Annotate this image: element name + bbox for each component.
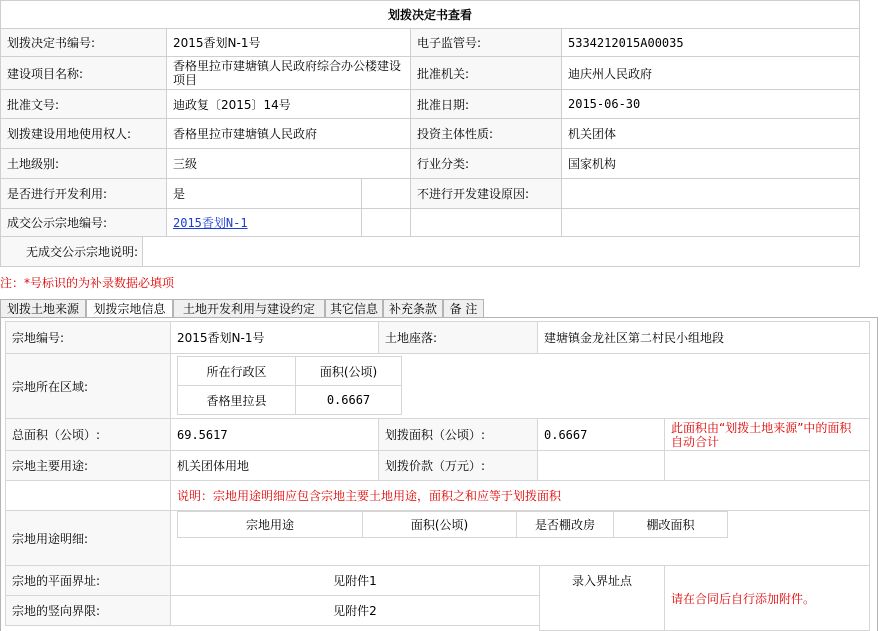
parcel-public-blank-3 (561, 208, 860, 237)
alloc-area-note: 此面积由“划拨土地来源”中的面积自动合计 (664, 418, 870, 451)
page-title: 划拨决定书查看 (387, 8, 472, 22)
land-user-label: 划拨建设用地使用权人: (0, 118, 167, 149)
boundary-points-cell (539, 565, 665, 631)
approval-date-label: 批准日期: (410, 89, 562, 119)
develop-label: 是否进行开发利用: (0, 178, 167, 209)
total-area-value: 69.5617 (170, 418, 379, 451)
region-label: 宗地所在区域: (5, 353, 171, 419)
vertical-boundary-value: 见附件2 (170, 595, 540, 626)
no-public-note-value (142, 236, 860, 267)
tab-land-dev-use[interactable]: 土地开发利用与建设约定 (173, 299, 325, 318)
plane-boundary-label: 宗地的平面界址: (5, 565, 171, 596)
tab-alloc-parcel-info[interactable]: 划拨宗地信息 (86, 299, 173, 318)
total-area-label: 总面积（公顷）: (5, 418, 171, 451)
decision-no-label: 划拨决定书编号: (0, 28, 167, 57)
approver-label: 批准机关: (410, 56, 562, 90)
main-use-label: 宗地主要用途: (5, 450, 171, 481)
page-title-bar (0, 0, 860, 29)
develop-value: 是 (166, 178, 362, 209)
approval-doc-label: 批准文号: (0, 89, 167, 119)
no-develop-reason-label: 不进行开发建设原因: (410, 178, 562, 209)
investor-nature-value: 机关团体 (561, 118, 860, 149)
alloc-area-value: 0.6667 (537, 418, 665, 451)
vertical-boundary-label: 宗地的竖向界限: (5, 595, 171, 626)
parcel-public-label: 成交公示宗地编号: (0, 208, 167, 237)
parcel-public-blank (361, 208, 411, 237)
region-header-district: 所在行政区 (177, 356, 296, 386)
region-row-area: 0.6667 (295, 385, 402, 415)
use-detail-header-shanty: 是否棚改房 (516, 511, 614, 538)
use-detail-header-use: 宗地用途 (177, 511, 363, 538)
tab-remarks[interactable]: 备 注 (443, 299, 484, 318)
e-supervision-value: 5334212015A00035 (561, 28, 860, 57)
industry-label: 行业分类: (410, 148, 562, 179)
parcel-no-value: 2015香划N-1号 (170, 321, 379, 354)
land-level-value: 三级 (166, 148, 411, 179)
required-note: 注：*号标识的为补录数据必填项 (0, 276, 175, 290)
boundary-points-label[interactable]: 录入界址点 (571, 574, 632, 588)
develop-blank (361, 178, 411, 209)
use-detail-label: 宗地用途明细: (5, 510, 171, 566)
use-detail-header-area: 面积(公顷) (362, 511, 517, 538)
project-name-value: 香格里拉市建塘镇人民政府综合办公楼建设项目 (166, 56, 411, 90)
decision-no-value: 2015香划N-1号 (166, 28, 411, 57)
parcel-public-cell (166, 208, 362, 237)
project-name-label: 建设项目名称: (0, 56, 167, 90)
tab-other-info[interactable]: 其它信息 (325, 299, 383, 318)
industry-value: 国家机构 (561, 148, 860, 179)
alloc-price-blank (664, 450, 870, 481)
plane-boundary-value: 见附件1 (170, 565, 540, 596)
parcel-public-blank-2 (410, 208, 562, 237)
tab-alloc-source[interactable]: 划拨土地来源 (0, 299, 86, 318)
approval-doc-value: 迪政复〔2015〕14号 (166, 89, 411, 119)
approver-value: 迪庆州人民政府 (561, 56, 860, 90)
region-row-district: 香格里拉县 (177, 385, 296, 415)
no-public-note-label-text: 无成交公示宗地说明: (25, 245, 138, 259)
investor-nature-label: 投资主体性质: (410, 118, 562, 149)
use-detail-note: 说明：宗地用途明细应包含宗地主要土地用途，面积之和应等于划拨面积 (170, 480, 870, 511)
attach-note: 请在合同后自行添加附件。 (664, 565, 870, 631)
alloc-area-label: 划拨面积（公顷）: (378, 418, 538, 451)
land-user-value: 香格里拉市建塘镇人民政府 (166, 118, 411, 149)
location-label: 土地座落: (378, 321, 538, 354)
region-header-area: 面积(公顷) (295, 356, 402, 386)
no-develop-reason-value (561, 178, 860, 209)
tab-supplement[interactable]: 补充条款 (383, 299, 443, 318)
no-public-note-label (0, 236, 143, 267)
land-level-label: 土地级别: (0, 148, 167, 179)
parcel-public-link[interactable]: 2015香划N-1 (173, 216, 248, 230)
alloc-price-label: 划拨价款（万元）: (378, 450, 538, 481)
use-note-blank (5, 480, 171, 511)
alloc-price-value (537, 450, 665, 481)
location-value: 建塘镇金龙社区第二村民小组地段 (537, 321, 870, 354)
use-detail-header-shanty-area: 棚改面积 (613, 511, 728, 538)
e-supervision-label: 电子监管号: (410, 28, 562, 57)
main-use-value: 机关团体用地 (170, 450, 379, 481)
approval-date-value: 2015-06-30 (561, 89, 860, 119)
parcel-no-label: 宗地编号: (5, 321, 171, 354)
